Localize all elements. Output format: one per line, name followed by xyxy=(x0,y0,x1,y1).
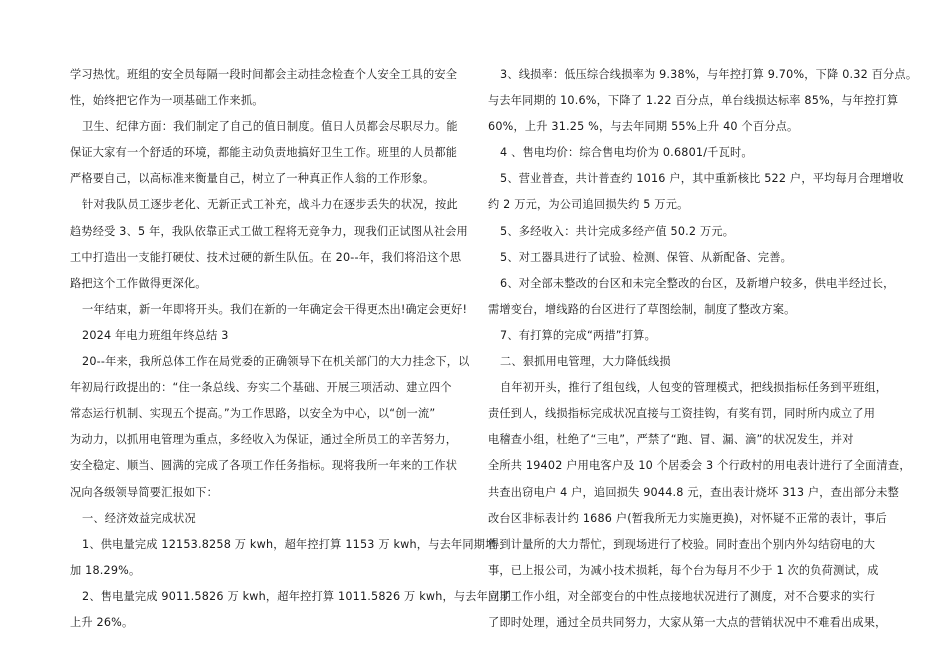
left-column-line: 工中打造出一支能打硬仗、技术过硬的新生队伍。在 20--年，我们将沿这个思 xyxy=(70,250,462,264)
right-column-line: 了即时处理，通过全员共同努力，大家从第一大点的营销状况中不难看出成果， xyxy=(488,615,887,629)
right-column-line: 与去年同期的 10.6%，下降了 1.22 百分点，单台线损达标率 85%，与年控打算 xyxy=(488,94,899,108)
right-column-line: 二、狠抓用电管理，大力降低线损 xyxy=(500,355,671,369)
left-column-line: 上升 26%。 xyxy=(70,615,134,629)
right-column-line: 3、线损率：低压综合线损率为 9.38%，与年控打算 9.70%，下降 0.32 百分点。 xyxy=(500,68,918,81)
left-text-column xyxy=(70,62,511,636)
left-column-line: 性，始终把它作为一项基础工作来抓。 xyxy=(70,94,264,108)
right-column-line: 4 、售电均价：综合售电均价为 0.6801/千瓦时。 xyxy=(500,146,753,160)
left-column-line: 2024 年电力班组年终总结 3 xyxy=(82,328,229,342)
right-column-line: 立了工作小组，对全部变台的中性点接地状况进行了测度，对不合要求的实行 xyxy=(488,589,876,603)
right-column-line: 责任到人，线损指标完成状况直接与工资挂钩，有奖有罚，同时所内成立了用 xyxy=(488,407,876,421)
right-column-line: 电稽查小组，杜绝了“三电”，严禁了“跑、冒、漏、滴”的状况发生，并对 xyxy=(488,433,854,447)
left-column-line: 为动力，以抓用电管理为重点，多经收入为保证，通过全所员工的辛苦努力， xyxy=(70,433,458,447)
left-column-line: 安全稳定、顺当、圆满的完成了各项工作任务指标。现将我所一年来的工作状 xyxy=(70,459,458,473)
right-column-line: 改台区非标表计约 1686 户(暂我所无力实施更换)，对怀疑不正常的表计，事后 xyxy=(488,511,887,525)
right-column-line: 约 2 万元，为公司追回损失约 5 万元。 xyxy=(488,198,689,212)
left-column-line: 严格要自己，以高标准来衡量自己，树立了一种真正作人翁的工作形象。 xyxy=(70,172,435,186)
right-column-line: 5、营业普查，共计普查约 1016 户，其中重新核比 522 户，平均每月合理增收 xyxy=(500,172,904,186)
left-column-line: 年初局行政提出的：“住一条总线、夯实二个基础、开展三项活动、建立四个 xyxy=(70,381,452,395)
left-column-line: 20--年来，我所总体工作在局党委的正确领导下在机关部门的大力挂念下，以 xyxy=(82,355,470,369)
left-column-line: 保证大家有一个舒适的环境，都能主动负责地搞好卫生工作。班里的人员都能 xyxy=(70,146,458,160)
right-column-line: 5、对工器具进行了试验、检测、保管、从新配备、完善。 xyxy=(500,250,793,264)
left-column-line: 卫生、纪律方面：我们制定了自己的值日制度。值日人员都会尽职尽力。能 xyxy=(82,120,458,134)
right-column-line: 6、对全部未整改的台区和未完全整改的台区，及新增户较多，供电半经过长， xyxy=(500,276,895,290)
left-column-line: 2、售电量完成 9011.5826 万 kwh，超年控打算 1011.5826 万 kwh，与去年同期 xyxy=(82,589,511,603)
left-column-line: 加 18.29%。 xyxy=(70,563,141,577)
left-column-line: 常态运行机制、实现五个提高。”为工作思路，以安全为中心，以“创一流” xyxy=(70,407,436,421)
right-column-line: 60%，上升 31.25 %，与去年同期 55%上升 40 个百分点。 xyxy=(488,120,799,134)
right-column-line: 事，已上报公司，为减小技术损耗，每个台为每月不少于 1 次的负荷测试，成 xyxy=(488,563,879,577)
right-column-line: 全所共 19402 户用电客户及 10 个居委会 3 个行政村的用电表计进行了全面清查， xyxy=(488,459,911,473)
left-column-line: 况向各级领导简要汇报如下： xyxy=(70,485,219,499)
right-column-line: 自年初开头，推行了组包线，人包变的管理模式，把线损指标任务到平班组， xyxy=(500,381,888,395)
left-column-line: 路把这个工作做得更深化。 xyxy=(70,276,207,290)
right-text-column xyxy=(488,62,918,636)
left-column-line: 针对我队员工逐步老化、无新正式工补充，战斗力在逐步丢失的状况，按此 xyxy=(82,198,458,212)
right-column-line: 得到计量所的大力帮忙，到现场进行了校验。同时查出个别内外勾结窃电的大 xyxy=(488,537,876,551)
left-column-line: 学习热忱。班组的安全员每隔一段时间都会主动挂念检查个人安全工具的安全 xyxy=(70,68,458,81)
left-column-line: 1、供电量完成 12153.8258 万 kwh，超年控打算 1153 万 kwh，与去年同期增 xyxy=(82,537,497,551)
right-column-line: 5、多经收入：共计完成多经产值 50.2 万元。 xyxy=(500,224,735,238)
left-column-line: 一年结束，新一年即将开头。我们在新的一年确定会干得更杰出!确定会更好! xyxy=(82,302,468,316)
right-column-line: 需增变台，增线路的台区进行了草图绘制，制度了整改方案。 xyxy=(488,302,796,316)
right-column-line: 7、有打算的完成“两措”打算。 xyxy=(500,328,656,342)
left-column-line: 趋势经受 3、5 年，我队依靠正式工做工程将无竞争力，现我们正试图从社会用 xyxy=(70,224,468,238)
right-column-line: 共查出窃电户 4 户，追回损失 9044.8 元，查出表计烧坏 313 户，查出部分未整 xyxy=(488,485,900,499)
left-column-line: 一、经济效益完成状况 xyxy=(82,511,196,525)
